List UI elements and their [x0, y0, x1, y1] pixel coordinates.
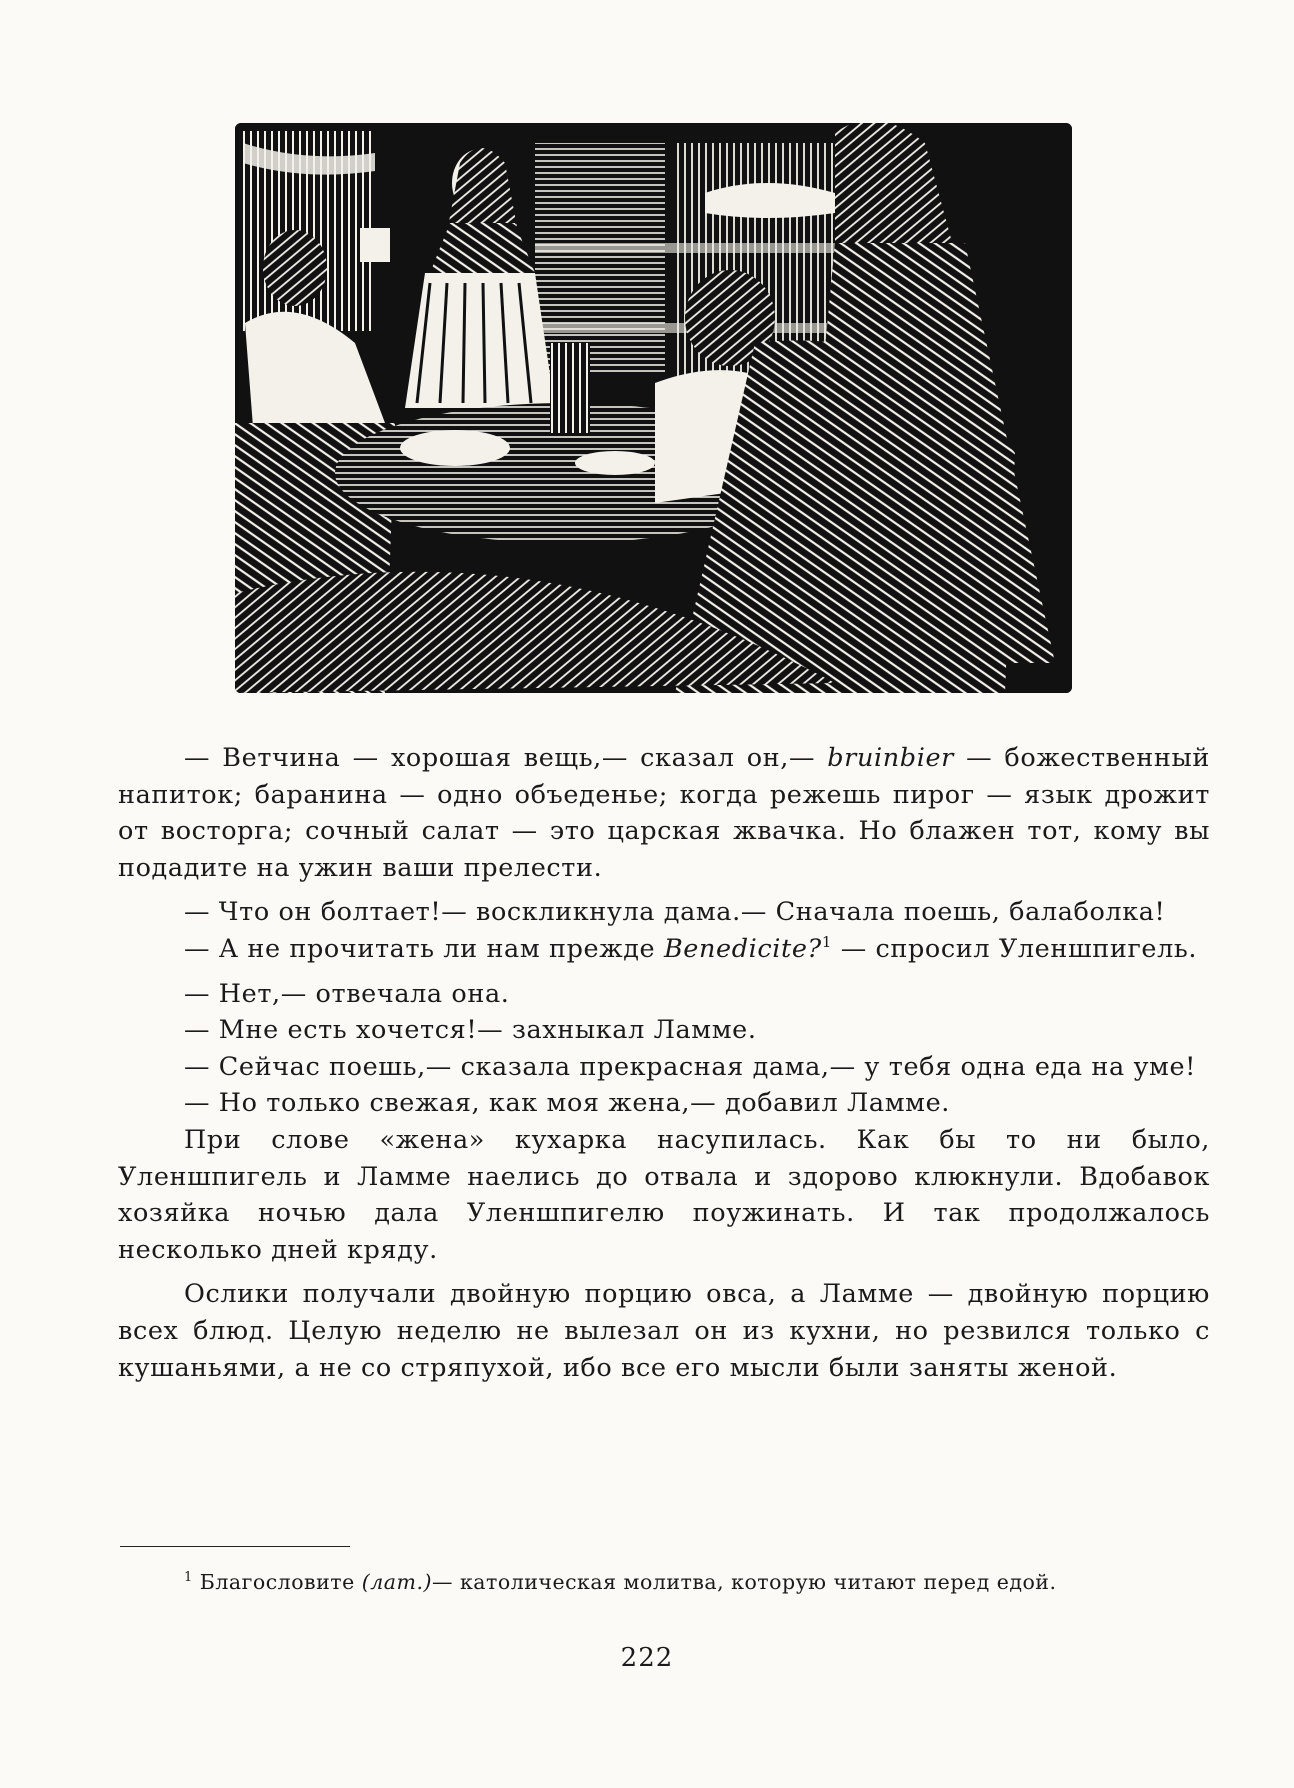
- footnote-marker: 1: [821, 932, 832, 951]
- paragraph: — Мне есть хочется!— захныкал Ламме.: [184, 1015, 757, 1046]
- body-text: [118, 740, 1210, 1386]
- woodcut-illustration: [235, 123, 1072, 693]
- page-number: 222: [620, 1643, 674, 1673]
- paragraph: — Что он болтает!— воскликнула дама.— Сначала поешь, балаболка!: [184, 897, 1166, 928]
- paragraph: — Но только свежая, как моя жена,— добавил Ламме.: [184, 1088, 950, 1119]
- paragraph: — Сейчас поешь,— сказала прекрасная дама,— у тебя одна еда на уме!: [184, 1051, 1197, 1082]
- paragraph: — А не прочитать ли нам прежде Benedicite?$^1$ — спросил Уленшпигель.: [184, 932, 1198, 964]
- paragraph: Ослики получали двойную порцию овса, а Ламме — двойную порцию всех блюд. Целую неделю не вылезал он из кухни, но резвился только с кушаньями, а не со стряпухой, ибо все его мысли были заняты женой.: [118, 1279, 1210, 1383]
- paragraph: При слове «жена» кухарка насупилась. Как бы то ни было, Уленшпигель и Ламме наелись до отвала и здорово клюкнули. Вдобавок хозяйка ночью дала Уленшпигелю поужинать. И так продолжалось несколько дней кряду.: [118, 1124, 1210, 1265]
- footnote-rule: [120, 1546, 350, 1547]
- paragraph: — Нет,— отвечала она.: [184, 978, 510, 1009]
- footnote: $^1$ Благословите (лат.)— католическая молитва, которую читают перед едой.: [184, 1570, 1057, 1594]
- paragraph: — Ветчина — хорошая вещь,— сказал он,— bruinbier — божественный напиток; баранина — одно объеденье; когда режешь пирог — язык дрожит от восторга; сочный салат — это царская жвачка. Но блажен тот, кому вы подадите на ужин ваши прелести.: [118, 743, 1210, 883]
